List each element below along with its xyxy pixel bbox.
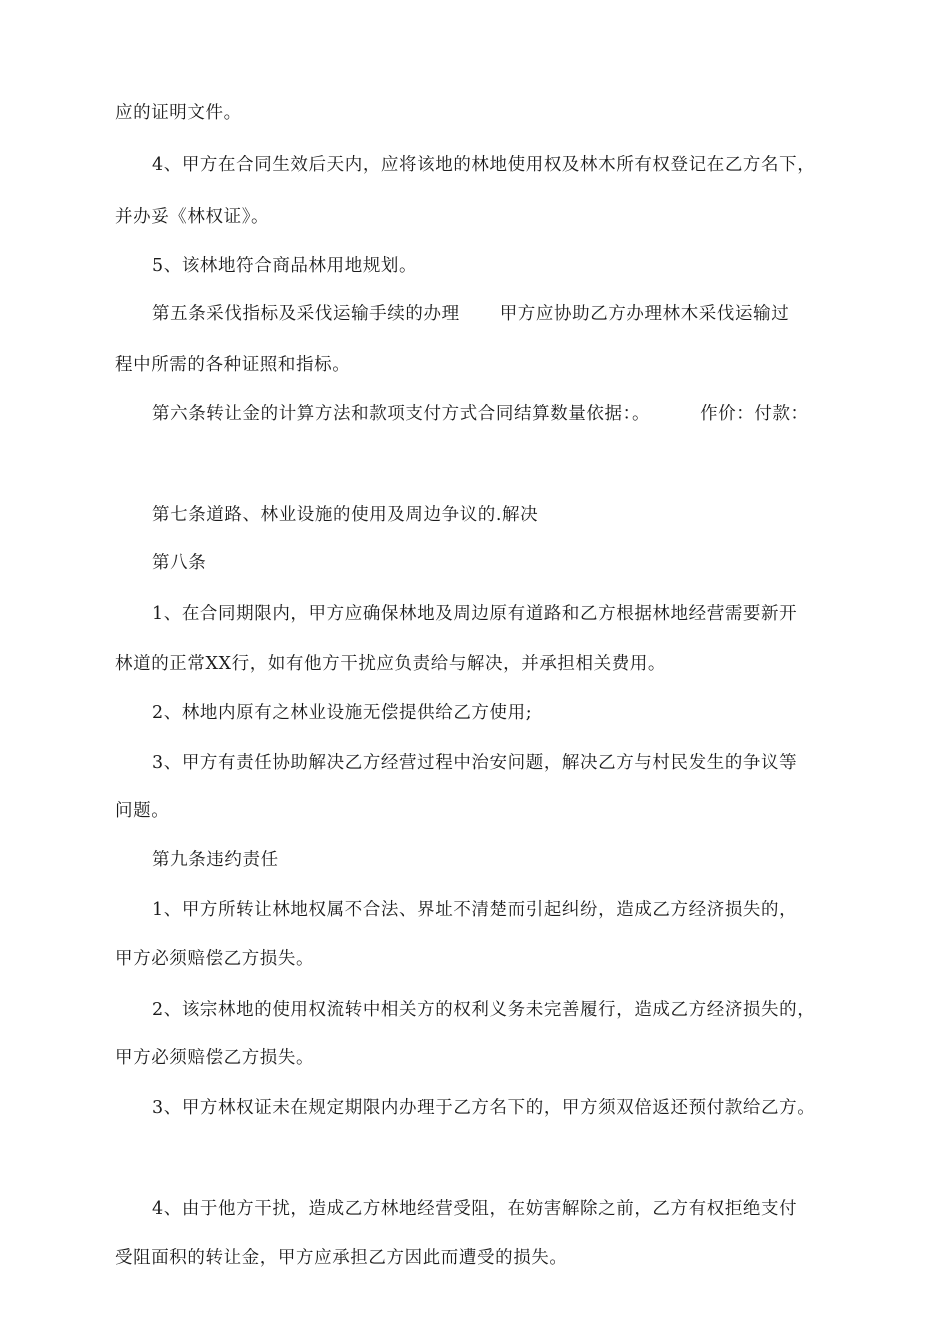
paragraph-line: 问题。 (115, 801, 170, 821)
article-6-heading-line (0, 401, 950, 427)
article-5-title: 第五条采伐指标及采伐运输手续的办理 (152, 304, 460, 324)
paragraph-line: 5、该林地符合商品林用地规划。 (152, 256, 418, 276)
paragraph-line: 4、由于他方干扰，造成乙方林地经营受阻，在妨害解除之前，乙方有权拒绝支付 (152, 1199, 798, 1219)
article-6-title: 第六条转让金的计算方法和款项支付方式合同结算数量依据：。 (152, 404, 651, 424)
article-5-text: 甲方应协助乙方办理林木采伐运输过 (499, 304, 790, 324)
paragraph-line: 并办妥《林权证》。 (115, 207, 270, 227)
paragraph-line: 4、甲方在合同生效后天内，应将该地的林地使用权及林木所有权登记在乙方名下， (152, 155, 816, 175)
paragraph-line: 受阻面积的转让金，甲方应承担乙方因此而遭受的损失。 (115, 1248, 568, 1268)
paragraph-line: 程中所需的各种证照和指标。 (115, 355, 351, 375)
paragraph-line: 甲方必须赔偿乙方损失。 (115, 1048, 315, 1068)
paragraph-line: 2、该宗林地的使用权流转中相关方的权利义务未完善履行，造成乙方经济损失的， (152, 1000, 816, 1020)
paragraph-line: 林道的正常XX行，如有他方干扰应负责给与解决，并承担相关费用。 (115, 654, 667, 674)
article-9-heading: 第九条违约责任 (152, 850, 279, 870)
paragraph-line: 3、甲方林权证未在规定期限内办理于乙方名下的，甲方须双倍返还预付款给乙方。 (152, 1098, 816, 1118)
paragraph-line: 甲方必须赔偿乙方损失。 (115, 949, 315, 969)
paragraph-line: 1、甲方所转让林地权属不合法、界址不清楚而引起纠纷，造成乙方经济损失的， (152, 900, 798, 920)
article-5-heading-line (0, 301, 950, 327)
paragraph-line: 应的证明文件。 (115, 103, 242, 123)
paragraph-line: 2、林地内原有之林业设施无偿提供给乙方使用; (152, 703, 533, 723)
paragraph-line: 3、甲方有责任协助解决乙方经营过程中治安问题，解决乙方与村民发生的争议等 (152, 753, 798, 773)
article-8-heading: 第八条 (152, 553, 207, 573)
paragraph-line: 1、在合同期限内，甲方应确保林地及周边原有道路和乙方根据林地经营需要新开 (152, 604, 798, 624)
article-7-heading: 第七条道路、林业设施的使用及周边争议的.解决 (152, 505, 539, 525)
article-6-price-label: 作价：付款： (700, 404, 809, 424)
